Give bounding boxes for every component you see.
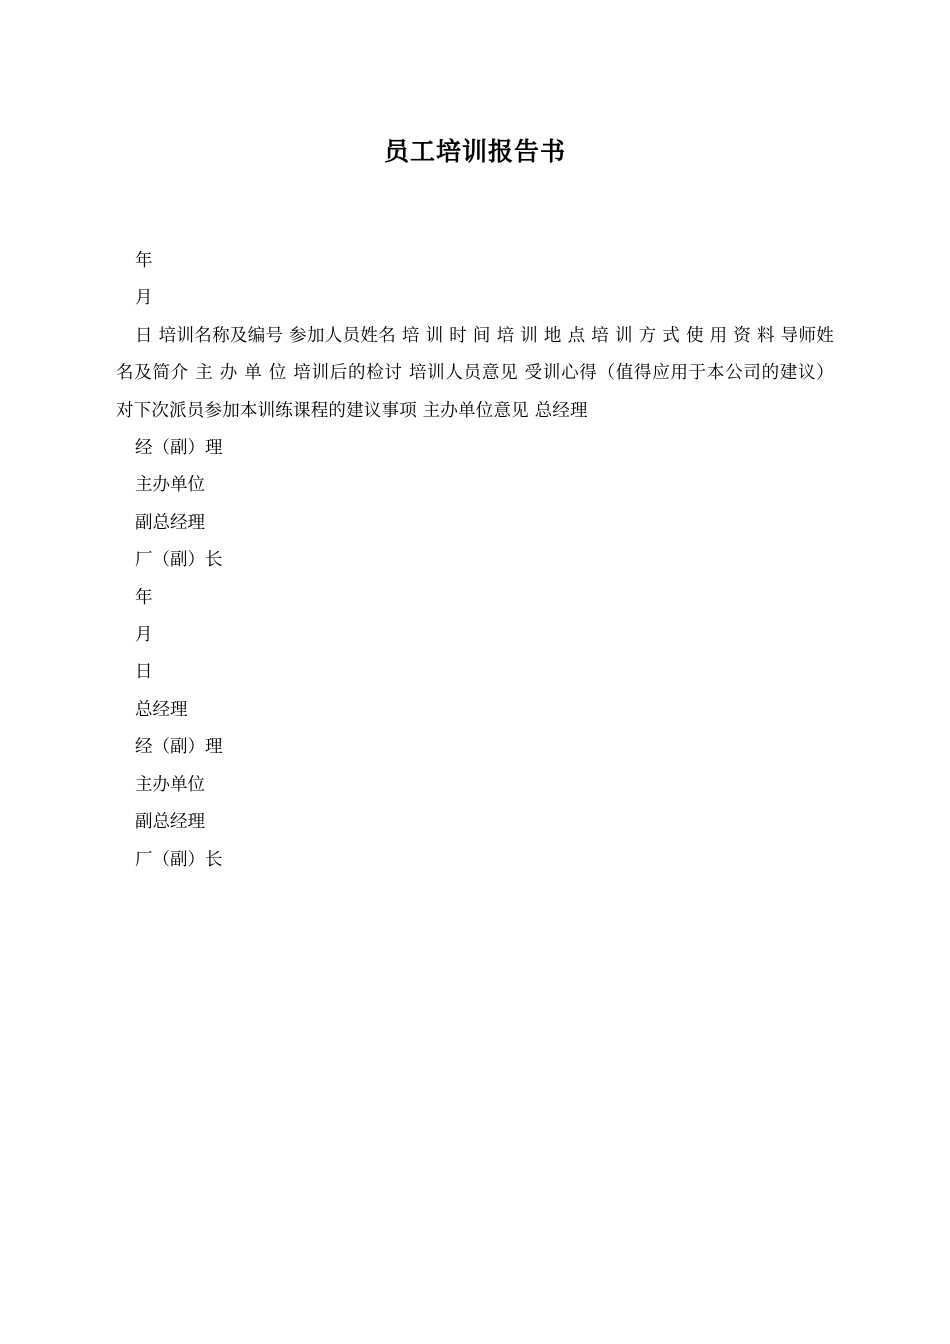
form-fields-paragraph: 日 培训名称及编号 参加人员姓名 培 训 时 间 培 训 地 点 培 训 方 式 使 用 资 料 导师姓名及简介 主 办 单 位 培训后的检讨 培训人员意见 受训心得（值得应用于本公司的建议） 对下次派员参加本训练课程的建议事项 主办单位意见 总经理 [116,325,834,421]
text-line: 月 [135,625,153,646]
text-line: 年 [135,587,153,608]
text-line: 副总经理 [135,512,205,533]
text-line: 主办单位 [135,475,205,496]
text-line-year: 年 [135,251,153,271]
document-body [116,243,834,879]
text-line: 经（副）理 [135,438,223,459]
text-line: 经（副）理 [135,737,223,758]
text-line: 厂（副）长 [135,550,223,571]
text-line: 厂（副）长 [135,849,223,870]
text-line: 总经理 [135,699,188,720]
text-line: 日 [135,662,153,683]
text-line: 副总经理 [135,812,205,833]
page-title: 员工培训报告书 [383,137,566,166]
text-line-month: 月 [135,288,153,309]
text-line: 主办单位 [135,774,205,795]
